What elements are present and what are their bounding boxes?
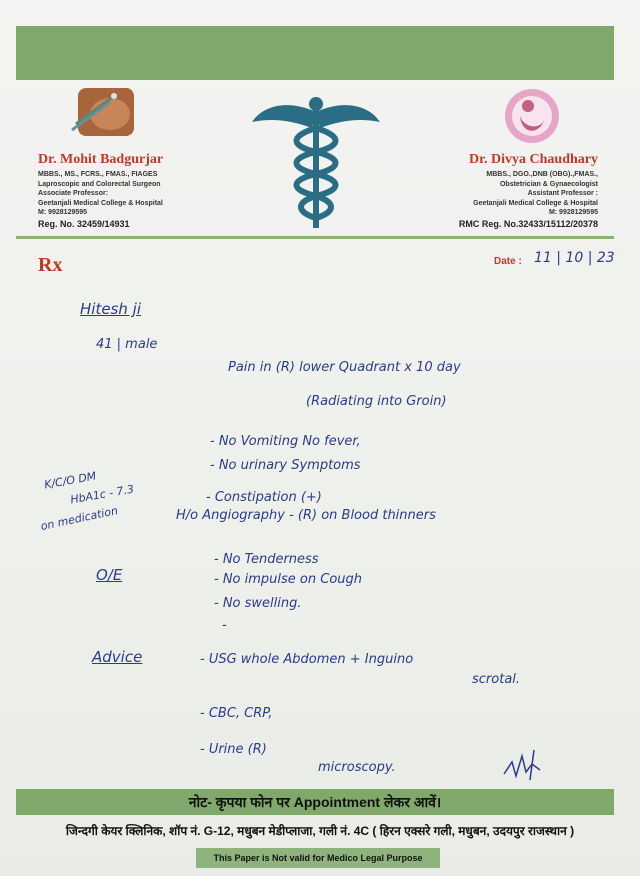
left-doctor-reg: Reg. No. 32459/14931 [38, 219, 130, 229]
surgeon-logo-icon [70, 84, 140, 142]
date-label: Date : [494, 256, 522, 267]
maternity-logo-icon [500, 84, 560, 150]
history-line-4: H/o Angiography - (R) on Blood thinners [176, 508, 436, 523]
oe-label: O/E [96, 566, 123, 584]
oe-line-4: - [222, 618, 227, 633]
oe-line-1: - No Tenderness [214, 552, 319, 567]
advice-line-1b: scrotal. [472, 672, 521, 687]
kco-line-3: on medication [39, 503, 120, 534]
history-line-1: - No Vomiting No fever, [210, 434, 361, 449]
clinic-address: जिन्दगी केयर क्लिनिक, शॉप नं. G-12, मधुबन मेडीप्लाजा, गली नं. 4C ( हिरन एक्सरे गली, मधुबन, उदयपुर राजस्थान ) [65, 824, 575, 838]
left-doctor-specialty: Laproscopic and Colorectal Surgeon [38, 180, 161, 188]
left-doctor-degrees: MBBS., MS., FCRS., FMAS., FIAGES [38, 171, 158, 178]
right-doctor-name: Dr. Divya Chaudhary [468, 152, 598, 167]
left-doctor-name: Dr. Mohit Badgurjar [38, 152, 164, 167]
left-doctor-details [38, 170, 208, 218]
rx-symbol: Rx [38, 254, 63, 276]
advice-line-3: - Urine (R) [200, 742, 267, 757]
advice-line-1: - USG whole Abdomen + Inguino [200, 652, 414, 667]
kco-line-2: HbA1c - 7.3 [69, 482, 135, 507]
complaint-line-1: Pain in (R) lower Quadrant x 10 day [228, 360, 461, 375]
history-line-3: - Constipation (+) [206, 490, 322, 505]
history-line-2: - No urinary Symptoms [210, 458, 361, 473]
advice-line-2: - CBC, CRP, [200, 706, 273, 721]
header-band [16, 26, 614, 80]
appointment-note: नोट- कृपया फोन पर Appointment लेकर आवें। [188, 794, 442, 810]
left-doctor-college: Geetanjali Medical College & Hospital [38, 199, 163, 207]
right-doctor-mobile: M: 9928129595 [548, 209, 598, 216]
legal-disclaimer: This Paper is Not valid for Medico Legal Purpose [196, 848, 440, 868]
oe-line-2: - No impulse on Cough [214, 572, 363, 587]
right-doctor-college: Geetanjali Medical College & Hospital [473, 199, 598, 207]
header-divider [16, 236, 614, 239]
signature-icon [500, 744, 550, 784]
right-doctor-details [428, 170, 598, 218]
advice-line-3b: microscopy. [318, 760, 396, 775]
complaint-line-2: (Radiating into Groin) [306, 394, 447, 409]
left-doctor-mobile: M: 9928129595 [38, 209, 88, 216]
kco-line-1: K/C/O DM [43, 469, 98, 492]
patient-age: 41 | male [96, 337, 158, 352]
oe-line-3: - No swelling. [214, 596, 302, 611]
left-doctor-title: Associate Professor: [38, 190, 109, 197]
right-doctor-degrees: MBBS., DGO.,DNB (OBG).,FMAS., [486, 171, 598, 178]
right-doctor-specialty: Obstetrician & Gynaecologist [499, 180, 598, 188]
right-doctor-reg: RMC Reg. No.32433/15112/20378 [458, 219, 598, 229]
advice-label: Advice [92, 648, 143, 666]
right-doctor-title: Assistant Professor : [527, 190, 598, 197]
patient-name: Hitesh ji [80, 300, 141, 318]
caduceus-icon [250, 92, 382, 232]
date-value: 11 | 10 | 23 [534, 250, 615, 266]
